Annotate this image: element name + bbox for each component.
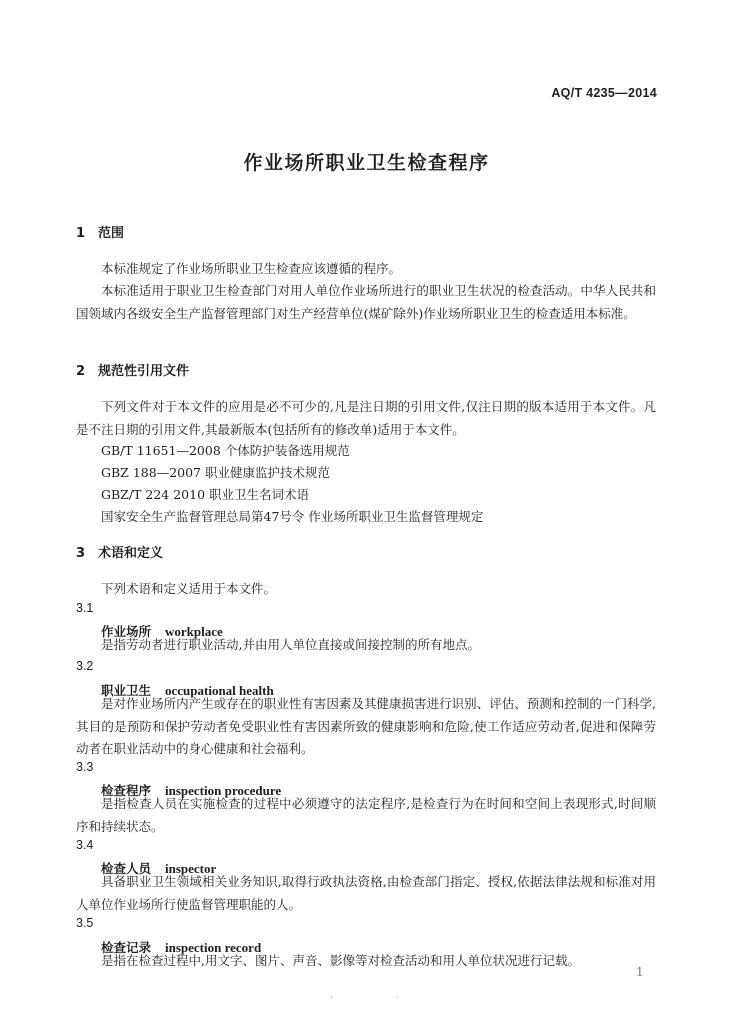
term-number: 3.1 [76, 601, 94, 615]
section-title: 范围 [98, 226, 125, 241]
term-name-zh: 职业卫生 [101, 683, 152, 698]
term-name-zh: 作业场所 [101, 624, 152, 639]
term-number: 3.5 [76, 916, 94, 930]
term-number: 3.2 [76, 659, 94, 673]
term-name-zh: 检查人员 [101, 861, 152, 876]
section-title: 规范性引用文件 [98, 364, 190, 379]
section-number: 1 [76, 226, 86, 241]
standard-code: AQ/T 4235—2014 [551, 86, 657, 100]
term-name-en: inspection procedure [165, 783, 282, 798]
section-title: 术语和定义 [98, 546, 164, 561]
term-name-zh: 检查记录 [101, 940, 152, 955]
scope-paragraph-2: 本标准适用于职业卫生检查部门对用人单位作业场所进行的职业卫生状况的检查活动。中华人民共和国领域内各级安全生产监督管理部门对生产经营单位(煤矿除外)作业场所职业卫生的检查适用本标准。 [76, 283, 656, 321]
section-3-heading [76, 542, 163, 561]
terms-intro: 下列术语和定义适用于本文件。 [101, 581, 277, 596]
reference-item: GBZ/T 224 2010 职业卫生名词术语 [101, 487, 309, 502]
term-name-zh: 检查程序 [101, 783, 152, 798]
term-name-en: occupational health [165, 683, 274, 698]
term-definition: 是指检查人员在实施检查的过程中必须遵守的法定程序,是检查行为在时间和空间上表现形式,时间顺序和持续状态。 [76, 796, 656, 834]
section-number: 3 [76, 546, 86, 561]
section-number: 2 [76, 364, 86, 379]
term-number: 3.4 [76, 838, 94, 852]
section-1-heading [76, 222, 124, 241]
reference-item: 国家安全生产监督管理总局第47号令 作业场所职业卫生监督管理规定 [101, 509, 484, 524]
page-number: 1 [636, 965, 644, 979]
term-definition: 是对作业场所内产生或存在的职业性有害因素及其健康损害进行识别、评估、预测和控制的一门科学,其目的是预防和保护劳动者免受职业性有害因素所致的健康影响和危险,使工作适应劳动者,促进和保障劳动者在职业活动中的身心健康和社会福利。 [76, 696, 656, 756]
term-definition: 具备职业卫生领域相关业务知识,取得行政执法资格,由检查部门指定、授权,依据法律法规和标准对用人单位作业场所行使监督管理职能的人。 [76, 874, 656, 912]
scope-paragraph-1: 本标准规定了作业场所职业卫生检查应该遵循的程序。 [101, 261, 402, 276]
term-number: 3.3 [76, 760, 94, 774]
term-name-en: workplace [165, 624, 223, 639]
reference-item: GBZ 188—2007 职业健康监护技术规范 [101, 465, 330, 480]
reference-item: GB/T 11651—2008 个体防护装备选用规范 [101, 443, 350, 458]
term-name-en: inspector [165, 861, 217, 876]
references-intro: 下列文件对于本文件的应用是必不可少的,凡是注日期的引用文件,仅注日期的版本适用于本文件。凡是不注日期的引用文件,其最新版本(包括所有的修改单)适用于本文件。 [76, 399, 656, 437]
scan-speck: · · [330, 993, 429, 1003]
term-definition: 是指在检查过程中,用文字、图片、声音、影像等对检查活动和用人单位状况进行记载。 [101, 953, 580, 968]
document-title: 作业场所职业卫生检查程序 [243, 152, 490, 174]
term-name-en: inspection record [165, 940, 262, 955]
section-2-heading [76, 360, 189, 379]
term-definition: 是指劳动者进行职业活动,并由用人单位直接或间接控制的所有地点。 [101, 637, 480, 652]
